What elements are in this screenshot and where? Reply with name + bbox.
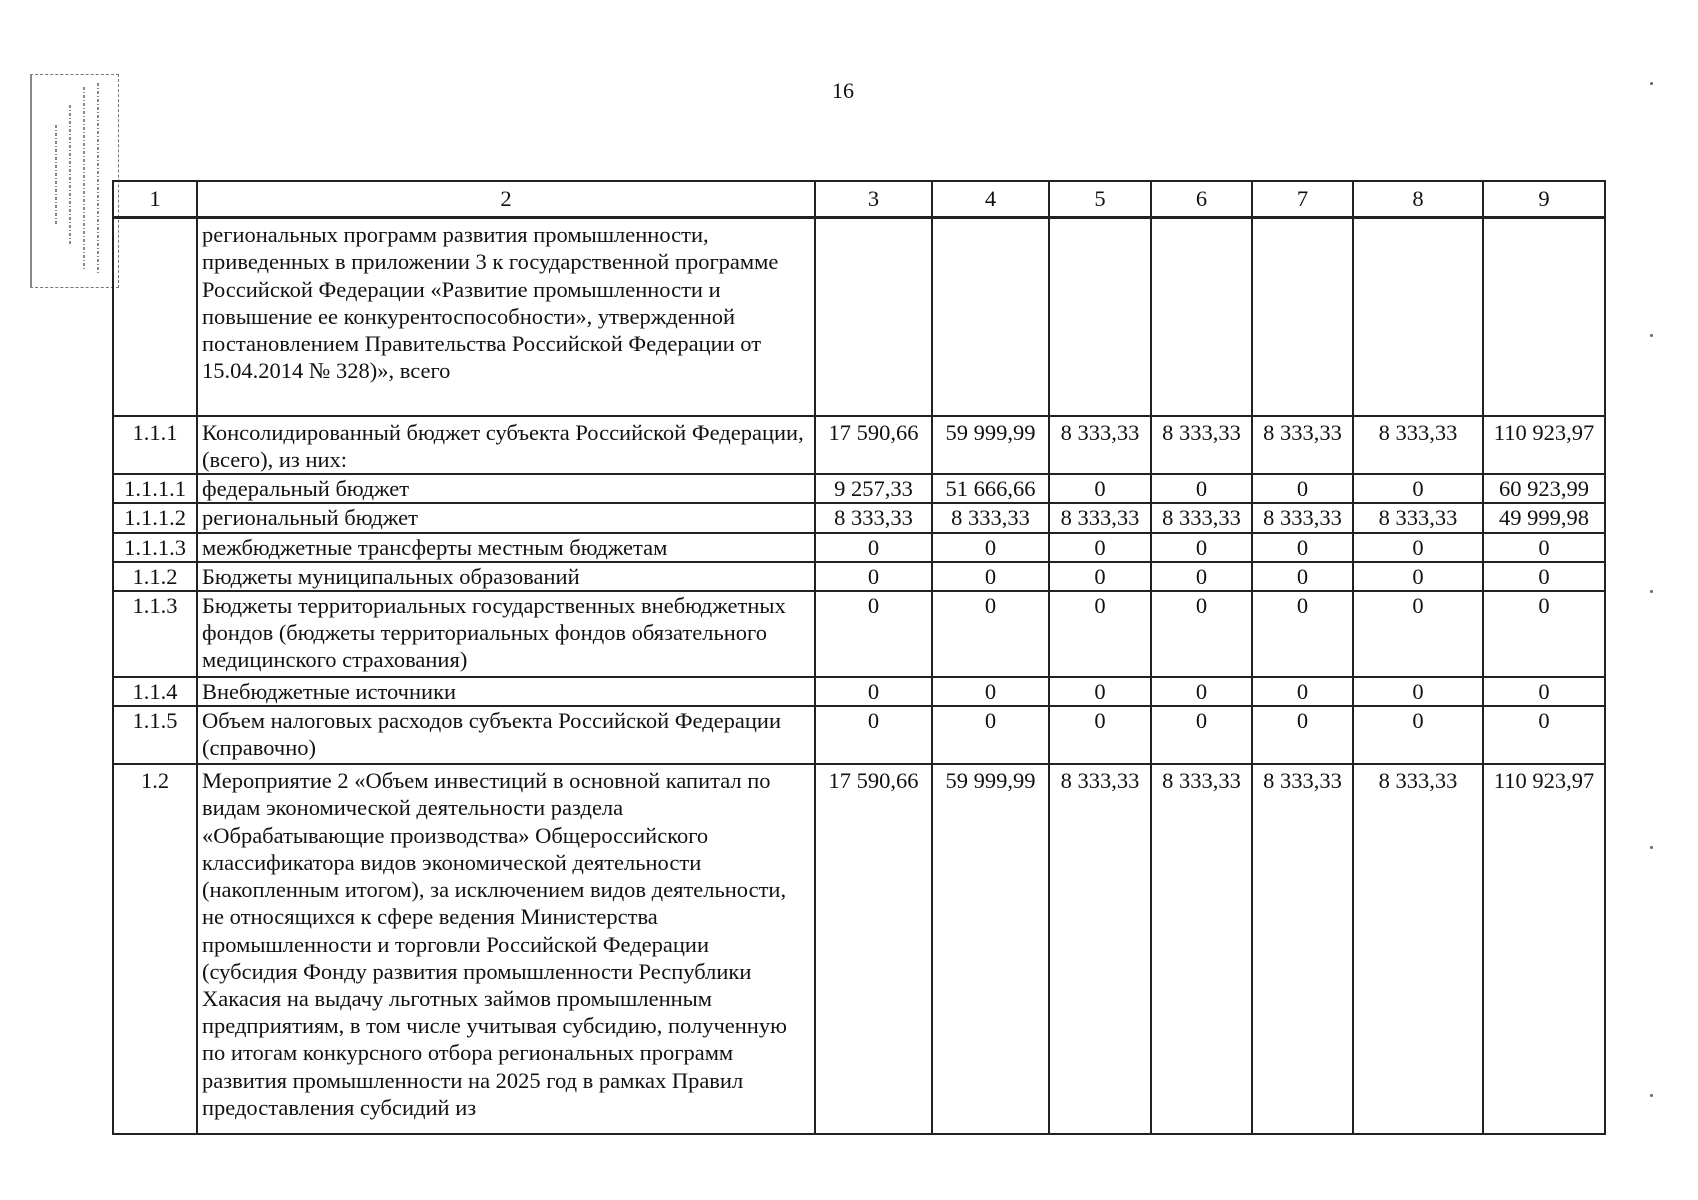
row-value: 0 (1252, 591, 1353, 677)
row-value: 8 333,33 (1252, 503, 1353, 532)
row-value: 0 (932, 677, 1049, 706)
row-code: 1.1.5 (113, 706, 197, 764)
row-value: 8 333,33 (1353, 764, 1483, 1134)
row-value: 0 (1049, 677, 1151, 706)
row-code: 1.1.1.3 (113, 533, 197, 562)
column-header: 5 (1049, 181, 1151, 218)
row-value: 0 (1252, 562, 1353, 591)
row-value: 0 (1252, 533, 1353, 562)
column-header: 8 (1353, 181, 1483, 218)
row-name: региональный бюджет (197, 503, 815, 532)
row-value: 17 590,66 (815, 764, 932, 1134)
row-name: Бюджеты территориальных государственных внебюджетных фондов (бюджеты территориальных фондов обязательного медицинского страхования) (197, 591, 815, 677)
row-value: 8 333,33 (1252, 764, 1353, 1134)
row-value: 0 (932, 591, 1049, 677)
column-header: 2 (197, 181, 815, 218)
row-value (1049, 218, 1151, 416)
row-value: 59 999,99 (932, 416, 1049, 474)
table-row (113, 474, 1605, 503)
column-header: 6 (1151, 181, 1252, 218)
row-value: 0 (1353, 562, 1483, 591)
row-value: 59 999,99 (932, 764, 1049, 1134)
table-row (113, 677, 1605, 706)
row-name: Внебюджетные источники (197, 677, 815, 706)
row-value: 110 923,97 (1483, 416, 1605, 474)
row-value: 110 923,97 (1483, 764, 1605, 1134)
margin-mark (1650, 1094, 1653, 1097)
table-row (113, 591, 1605, 677)
row-code: 1.1.4 (113, 677, 197, 706)
row-code: 1.1.1.2 (113, 503, 197, 532)
row-name: Мероприятие 2 «Объем инвестиций в основной капитал по видам экономической деятельности раздела «Обрабатывающие производства» Общероссийского классификатора видов экономической деятельности (накопленным итогом), за исключением видов деятельности, не относящихся к сфере ведения Министерства промышленности и торговли Российской Федерации (субсидия Фонду развития промышленности Республики Хакасия на выдачу льготных займов промышленным предприятиям, в том числе учитывая субсидию, полученную по итогам конкурсного отбора региональных программ развития промышленности на 2025 год в рамках Правил предоставления субсидий из (197, 764, 815, 1134)
budget-table (112, 180, 1606, 1135)
row-name: межбюджетные трансферты местным бюджетам (197, 533, 815, 562)
table-row (113, 562, 1605, 591)
row-value: 0 (815, 677, 932, 706)
row-value: 8 333,33 (1049, 503, 1151, 532)
row-value: 0 (815, 706, 932, 764)
row-value: 0 (1483, 591, 1605, 677)
row-value: 0 (1049, 474, 1151, 503)
table-row (113, 706, 1605, 764)
row-code: 1.1.1.1 (113, 474, 197, 503)
row-value: 49 999,98 (1483, 503, 1605, 532)
table-header-row (113, 181, 1605, 218)
margin-mark (1650, 82, 1653, 85)
row-name: региональных программ развития промышленности, приведенных в приложении 3 к государственной программе Российской Федерации «Развитие промышленности и повышение ее конкурентоспособности», утвержденной постановлением Правительства Российской Федерации от 15.04.2014 № 328)», всего (197, 218, 815, 416)
margin-mark (1650, 846, 1653, 849)
table-row (113, 533, 1605, 562)
stamp-text-image (32, 75, 118, 287)
row-value: 8 333,33 (1353, 503, 1483, 532)
row-value (815, 218, 932, 416)
row-value: 0 (1151, 533, 1252, 562)
row-value: 0 (815, 562, 932, 591)
column-header: 4 (932, 181, 1049, 218)
row-value: 8 333,33 (932, 503, 1049, 532)
row-value: 8 333,33 (815, 503, 932, 532)
row-value: 0 (1252, 706, 1353, 764)
row-value: 8 333,33 (1151, 503, 1252, 532)
row-value: 0 (1151, 562, 1252, 591)
row-value: 8 333,33 (1353, 416, 1483, 474)
row-value (1252, 218, 1353, 416)
row-value: 8 333,33 (1049, 764, 1151, 1134)
row-value: 0 (1049, 562, 1151, 591)
page-number: 16 (832, 78, 854, 103)
row-value: 0 (932, 562, 1049, 591)
row-code: 1.2 (113, 764, 197, 1134)
column-header: 3 (815, 181, 932, 218)
row-value: 0 (932, 706, 1049, 764)
row-value: 8 333,33 (1151, 764, 1252, 1134)
row-value (932, 218, 1049, 416)
row-value: 0 (815, 533, 932, 562)
row-code: 1.1.2 (113, 562, 197, 591)
row-value: 8 333,33 (1151, 416, 1252, 474)
row-value: 0 (1483, 562, 1605, 591)
row-value: 0 (1252, 474, 1353, 503)
table-row (113, 416, 1605, 474)
row-value: 0 (1353, 677, 1483, 706)
table-row (113, 218, 1605, 416)
row-code (113, 218, 197, 416)
row-value: 8 333,33 (1252, 416, 1353, 474)
margin-mark (1650, 334, 1653, 337)
row-value: 0 (1151, 591, 1252, 677)
row-value: 0 (815, 591, 932, 677)
row-value: 0 (1483, 533, 1605, 562)
row-name: федеральный бюджет (197, 474, 815, 503)
row-value: 60 923,99 (1483, 474, 1605, 503)
row-value: 0 (1049, 533, 1151, 562)
row-name: Консолидированный бюджет субъекта Российской Федерации, (всего), из них: (197, 416, 815, 474)
row-name: Бюджеты муниципальных образований (197, 562, 815, 591)
row-name: Объем налоговых расходов субъекта Российской Федерации (справочно) (197, 706, 815, 764)
row-value: 0 (1049, 706, 1151, 764)
column-header: 1 (113, 181, 197, 218)
row-value (1353, 218, 1483, 416)
row-value: 0 (1252, 677, 1353, 706)
row-value: 0 (1151, 706, 1252, 764)
column-header: 7 (1252, 181, 1353, 218)
row-value: 51 666,66 (932, 474, 1049, 503)
registration-stamp (30, 74, 119, 288)
column-header: 9 (1483, 181, 1605, 218)
row-value: 0 (1049, 591, 1151, 677)
row-value: 0 (1483, 677, 1605, 706)
row-value: 0 (1151, 677, 1252, 706)
row-code: 1.1.1 (113, 416, 197, 474)
row-value: 0 (1353, 533, 1483, 562)
table-row (113, 503, 1605, 532)
row-value: 8 333,33 (1049, 416, 1151, 474)
margin-mark (1650, 590, 1653, 593)
row-value: 0 (1353, 706, 1483, 764)
row-value (1151, 218, 1252, 416)
row-value: 0 (1151, 474, 1252, 503)
table-row (113, 764, 1605, 1134)
row-value (1483, 218, 1605, 416)
row-value: 0 (932, 533, 1049, 562)
row-value: 9 257,33 (815, 474, 932, 503)
row-code: 1.1.3 (113, 591, 197, 677)
row-value: 17 590,66 (815, 416, 932, 474)
row-value: 0 (1353, 474, 1483, 503)
row-value: 0 (1353, 591, 1483, 677)
row-value: 0 (1483, 706, 1605, 764)
